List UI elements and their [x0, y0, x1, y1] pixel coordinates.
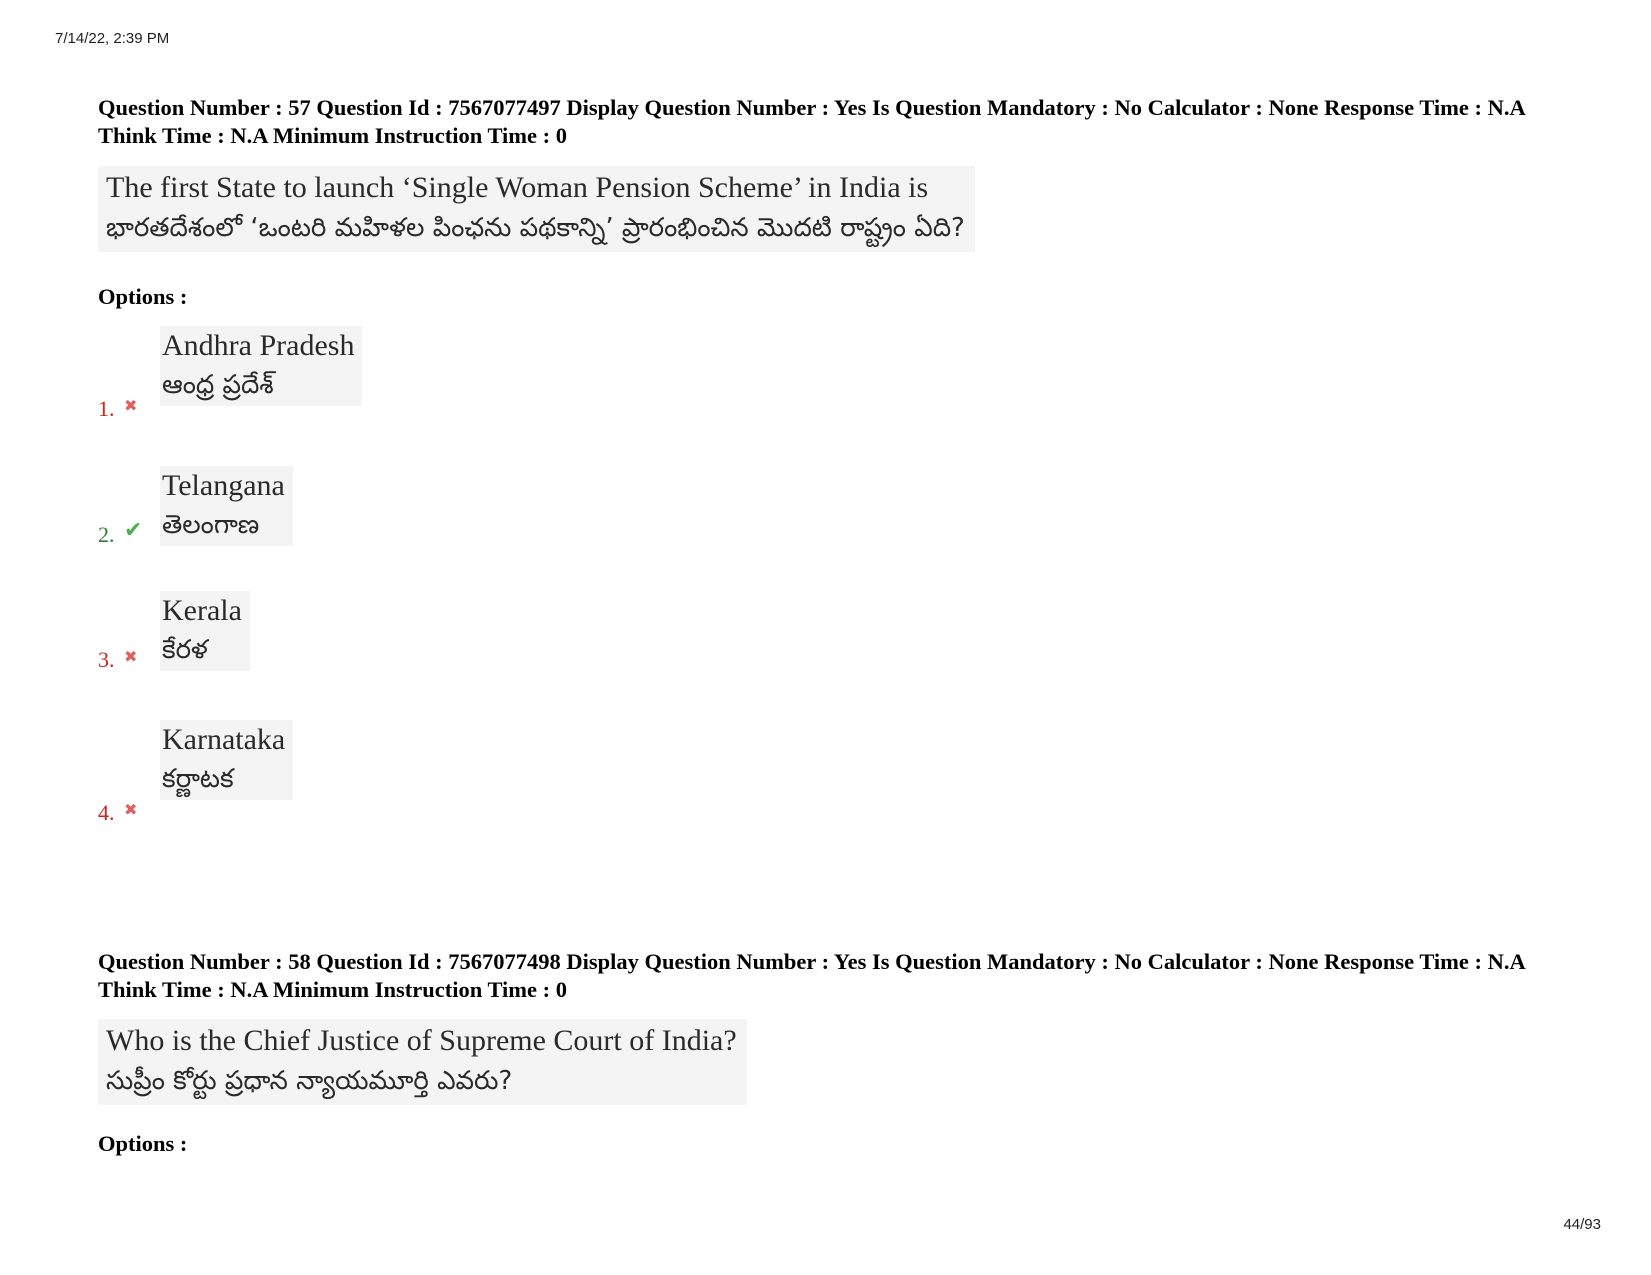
- option-1-english: Andhra Pradesh: [162, 329, 355, 362]
- wrong-mark-icon: ✖: [124, 396, 138, 415]
- option-1-image: [160, 326, 362, 406]
- option-3-number: 3.: [98, 647, 115, 672]
- option-4-number: 4.: [98, 800, 115, 825]
- question-57-text-telugu: భారతదేశంలో ‘ఒంటరి మహిళల పింఛను పథకాన్ని’ ప్రారంభించిన మొదటి రాష్ట్రం ఏది?: [106, 213, 965, 243]
- option-2-telugu: తెలంగాణ: [162, 510, 260, 540]
- wrong-mark-icon: ✖: [124, 800, 138, 819]
- option-4-english: Karnataka: [162, 723, 286, 756]
- question-58-text-telugu: సుప్రీం కోర్టు ప్రధాన న్యాయమూర్తి ఎవరు?: [106, 1066, 513, 1096]
- option-1-telugu: ఆంధ్ర ప్రదేశ్: [162, 370, 274, 400]
- option-2[interactable]: [98, 466, 698, 576]
- option-4-image: [160, 720, 293, 800]
- option-1[interactable]: [98, 326, 698, 436]
- question-57-text-english: The first State to launch ‘Single Woman Pension Scheme’ in India is: [106, 171, 929, 204]
- correct-check-icon: ✔: [124, 518, 143, 543]
- print-timestamp: 7/14/22, 2:39 PM: [55, 30, 170, 47]
- option-2-image: [160, 466, 293, 546]
- option-3-english: Kerala: [162, 594, 242, 627]
- option-3-image: [160, 591, 250, 671]
- question-57-options-label: Options :: [98, 284, 188, 309]
- question-58-options-label: Options :: [98, 1131, 188, 1156]
- option-1-number: 1.: [98, 396, 115, 421]
- question-58-header: Question Number : 58 Question Id : 7567077498 Display Question Number : Yes Is Question Mandatory : No Calculator : None Response Time : N.A Think Time : N.A Minimum Instruction Time : 0: [98, 949, 1525, 1002]
- option-2-number: 2.: [98, 522, 115, 547]
- page-number: 44/93: [1563, 1216, 1601, 1233]
- wrong-mark-icon: ✖: [124, 647, 138, 666]
- option-3[interactable]: [98, 591, 698, 701]
- option-4[interactable]: [98, 720, 698, 830]
- question-57-header: Question Number : 57 Question Id : 7567077497 Display Question Number : Yes Is Question Mandatory : No Calculator : None Response Time : N.A Think Time : N.A Minimum Instruction Time : 0: [98, 95, 1525, 148]
- option-3-telugu: కేరళ: [162, 635, 208, 665]
- option-4-telugu: కర్ణాటక: [162, 764, 234, 794]
- question-58-text-english: Who is the Chief Justice of Supreme Court of India?: [106, 1024, 737, 1057]
- question-58-text-image: [98, 1019, 747, 1105]
- option-2-english: Telangana: [162, 469, 285, 502]
- question-57-text-image: [98, 166, 975, 252]
